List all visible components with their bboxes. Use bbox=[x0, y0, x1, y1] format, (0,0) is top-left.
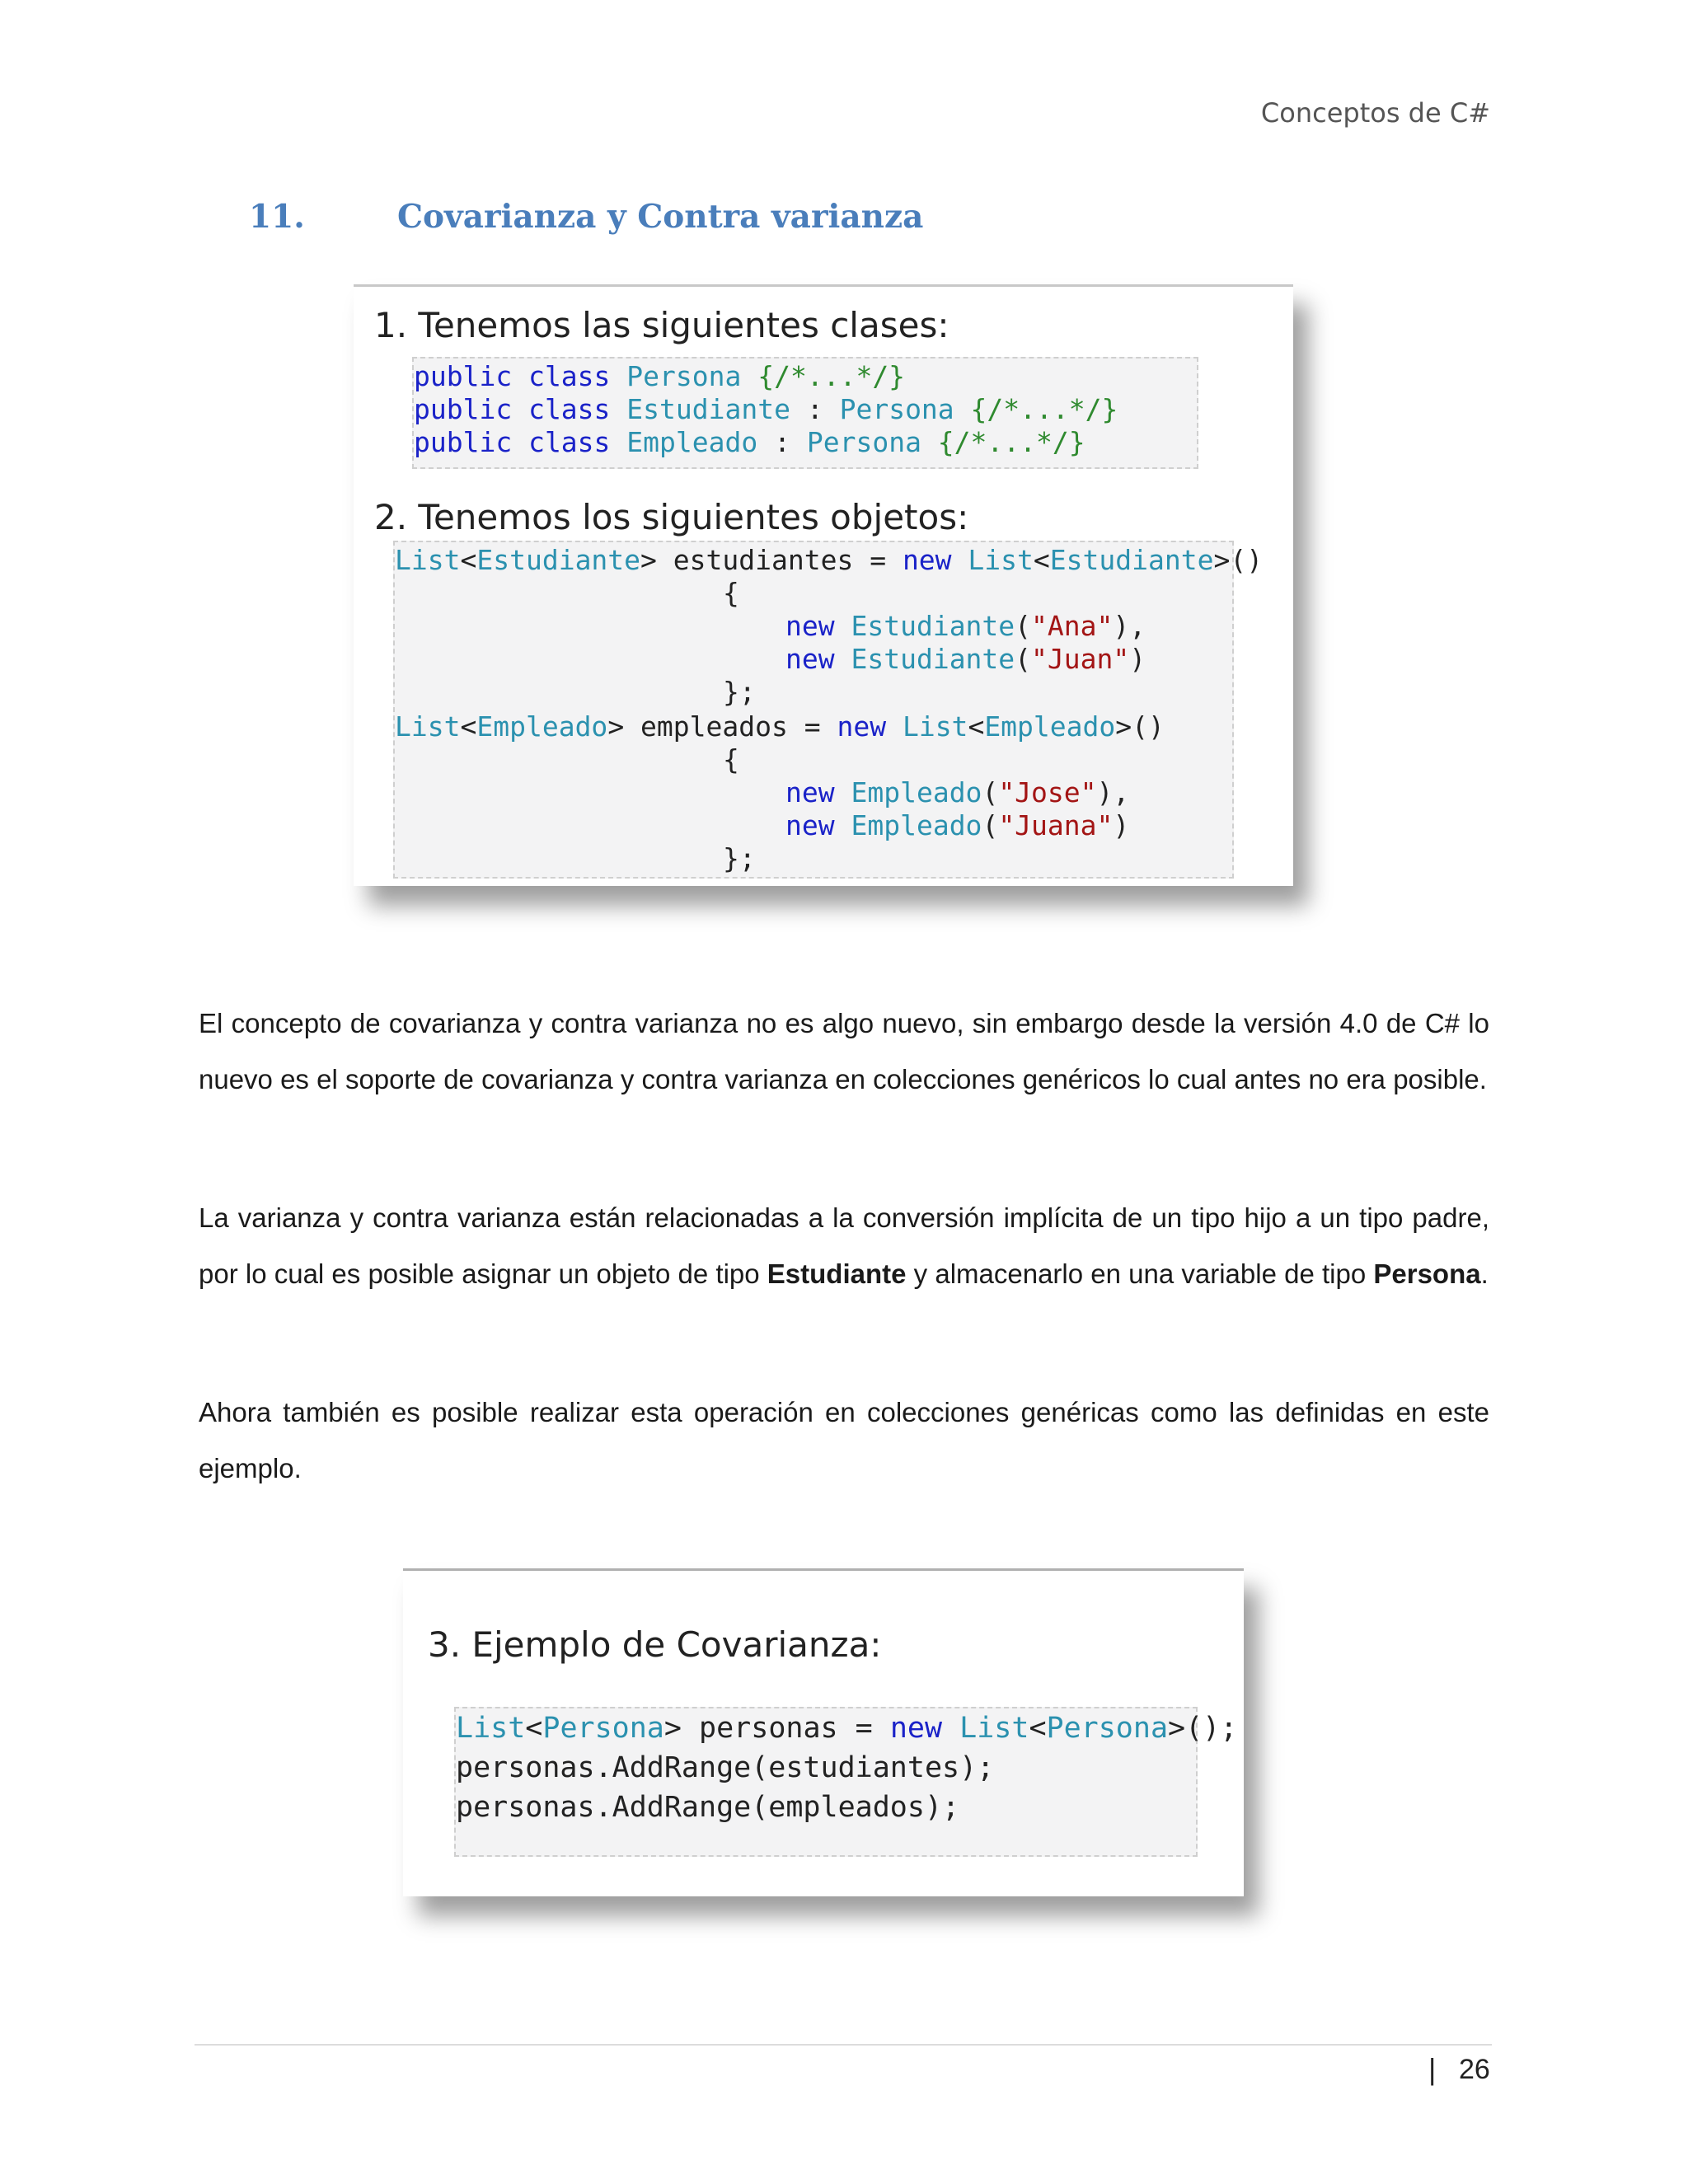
code-line-new-estudiante-ana: new Estudiante("Ana"), bbox=[785, 610, 1146, 642]
footer-divider bbox=[195, 2044, 1492, 2046]
code-line-close-brace-1: }; bbox=[723, 676, 756, 708]
code-line-new-estudiante-juan: new Estudiante("Juan") bbox=[785, 643, 1146, 675]
covariance-code-block bbox=[454, 1707, 1238, 1857]
code-line-addrange-empleados: personas.AddRange(empleados); bbox=[456, 1791, 960, 1824]
figure-covariance-example bbox=[403, 1568, 1244, 1896]
page-number: 26 bbox=[1459, 2054, 1490, 2085]
paragraph-intro: El concepto de covarianza y contra varianza no es algo nuevo, sin embargo desde la versión 4.0 de C# lo nuevo es el soporte de covarianza y contra varianza en colecciones genéricos lo cual antes no era posible. bbox=[199, 1008, 1489, 1094]
footer-separator: | bbox=[1428, 2052, 1437, 2086]
code-line-list-empleados: List<Empleado> empleados = new List<Empleado>() bbox=[395, 710, 1165, 743]
term-estudiante: Estudiante bbox=[767, 1258, 907, 1289]
code-line-new-empleado-juana: new Empleado("Juana") bbox=[785, 809, 1130, 841]
code-line-open-brace-1: { bbox=[723, 577, 739, 609]
code-line-addrange-estudiantes: personas.AddRange(estudiantes); bbox=[456, 1751, 995, 1784]
classes-code-block bbox=[412, 357, 1198, 469]
section-number: 11. bbox=[249, 198, 305, 236]
paragraph-variance: La varianza y contra varianza están relacionadas a la conversión implícita de un tipo hijo a un tipo padre, por lo cual es posible asignar un objeto de tipo Estudiante y almacenarlo en una variable de tipo Persona. bbox=[199, 1202, 1489, 1289]
section-title: Covarianza y Contra varianza bbox=[397, 198, 924, 236]
step1-title: 1. Tenemos las siguientes clases: bbox=[374, 305, 950, 345]
running-header: Conceptos de C# bbox=[1260, 97, 1490, 129]
section-heading bbox=[249, 198, 923, 236]
code-line-close-brace-2: }; bbox=[723, 842, 756, 874]
code-line-class-empleado: public class Empleado : Persona {/*...*/} bbox=[414, 426, 1085, 458]
step2-title: 2. Tenemos los siguientes objetos: bbox=[374, 497, 969, 537]
code-line-class-persona: public class Persona {/*...*/} bbox=[414, 360, 906, 392]
objects-code-block bbox=[393, 541, 1264, 879]
paragraph-collections: Ahora también es posible realizar esta operación en colecciones genéricas como las definidas en este ejemplo. bbox=[199, 1397, 1489, 1483]
code-line-class-estudiante: public class Estudiante : Persona {/*...*/} bbox=[414, 393, 1118, 425]
code-line-list-estudiantes: List<Estudiante> estudiantes = new List<Estudiante>() bbox=[395, 544, 1264, 576]
code-line-new-empleado-jose: new Empleado("Jose"), bbox=[785, 776, 1130, 808]
step3-title: 3. Ejemplo de Covarianza: bbox=[428, 1624, 882, 1665]
term-persona: Persona bbox=[1373, 1258, 1481, 1289]
figure-classes-objects bbox=[354, 284, 1293, 886]
code-line-list-personas: List<Persona> personas = new List<Persona>(); bbox=[456, 1712, 1238, 1745]
code-line-open-brace-2: { bbox=[723, 743, 739, 776]
